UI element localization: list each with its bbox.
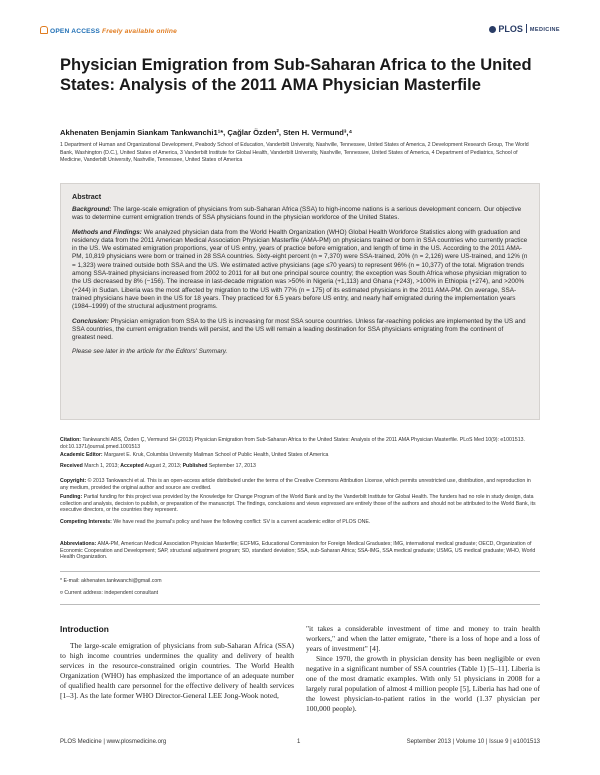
introduction-heading: Introduction	[60, 624, 109, 634]
divider	[60, 571, 540, 572]
open-lock-icon	[40, 26, 48, 34]
plos-logo-icon	[489, 26, 496, 33]
intro-column-right	[306, 624, 540, 714]
journal-header	[40, 24, 560, 40]
plos-medicine-logo: PLOS MEDICINE	[489, 24, 560, 34]
citation-block: Citation: Tankwanchi ABS, Özden Ç, Vermund SH (2013) Physician Emigration from Sub-Saharan Africa to the United States: Analysis of the 2011 AMA Physician Masterfile. PLoS Med 10(9): e1001513. doi:10.1371/journal.pmed.1001513	[60, 437, 525, 450]
article-title: Physician Emigration from Sub-Saharan Africa to the United States: Analysis of the 2011 AMA Physician Masterfile	[60, 56, 532, 94]
corresponding-email: * E-mail: akhenaten.tankwanchi@gmail.com	[60, 578, 162, 584]
abstract-methods: Methods and Findings: We analyzed physician data from the World Health Organization (WHO) Global Health Workforce Statistics along with graduation and residency data from the 2011 American Medical Association Physician Masterfile (AMA-PM) on physicians trained or born in SSA countries who currently practice in the US. We estimated emigration proportions, year of US entry, years of practice before emigration, and length of time in the US. According to the 2011 AMA-PM, 10,819 physicians were born or trained in 28 SSA countries. Sixty-eight percent (n = 7,370) were SSA-trained, 20% (n = 2,126) were US-trained, and 12% (n = 1,323) were trained outside both SSA and the US. We estimated active physicians (age ≤70 years) to represent 96% (n = 10,377) of the total. Migration trends among SSA-trained physicians increased from 2002 to 2011 for all but one principal source country; the exception was South Africa whose physician migration to the US decreased by 8% (−156). The increase in last-decade migration was >50% in Nigeria (+1,113) and Ghana (+243), >100% in Ethiopia (+274), and >200% (+244) in Sudan. Liberia was the most affected by migration to the US with 77% (n = 175) of its estimated physicians in the 2011 AMA-PM. On average, SSA-trained physicians have been in the US for 18 years. They practiced for 6.5 years before US entry, and nearly half emigrated during the implementation years (1984–1999) of the structural adjustment programs.	[72, 228, 528, 311]
copyright-block: Copyright: © 2013 Tankwanchi et al. This is an open-access article distributed under the terms of the Creative Commons Attribution License, which permits unrestricted use, distribution, and reproduction in any medium, provided the original author and source are credited.	[60, 478, 531, 491]
open-access-badge: OPEN ACCESS Freely available online	[40, 26, 177, 35]
footer-issue: September 2013 | Volume 10 | Issue 9 | e1001513	[406, 739, 540, 745]
intro-paragraph: Since 1970, the growth in physician density has been negligible or even negative in a significant number of SSA countries (Table 1) [5–11]. Liberia is one of the most dramatic examples. With only 51 physicians in 2008 for a largely rural population of almost 4 million people [5], Liberia has had one of the lowest physician-to-patient ratios in the world (1.37 physician per 100,000 people).	[306, 654, 540, 713]
editors-summary-note: Please see later in the article for the Editors' Summary.	[72, 348, 228, 356]
abstract-box	[60, 183, 540, 420]
competing-interests: Competing Interests: We have read the journal's policy and have the following conflict: SV is a current academic editor of PLOS ONE.	[60, 519, 371, 525]
intro-paragraph: "it takes a considerable investment of time and money to train health workers," and when the latter emigrate, "there is a loss of hope and a loss of years of investment" [4].	[306, 624, 540, 653]
freely-available-label: Freely available online	[102, 28, 177, 35]
divider	[60, 604, 540, 605]
funding-block: Funding: Partial funding for this project was provided by the Knowledge for Change Program of the World Bank and by the Vanderbilt Institute for Global Health. The funders had no role in study design, data collection and analysis, decision to publish, or preparation of the manuscript. The findings, conclusions and views expressed are entirely those of the authors and should not be attributed to the World Bank, its executive directors, or the countries they represent.	[60, 494, 536, 514]
abstract-conclusion: Conclusion: Physician emigration from SSA to the US is increasing for most SSA source countries. Unless far-reaching policies are implemented by the US and SSA countries, the current emigration trends will persist, and the US will remain a leading destination for SSA physicians emigrating from the continent of greatest need.	[72, 317, 526, 342]
current-address: ¤ Current address: independent consultant	[60, 590, 159, 596]
abstract-heading: Abstract	[72, 192, 102, 201]
footer-journal: PLOS Medicine | www.plosmedicine.org	[60, 739, 167, 745]
abbreviations-block: Abbreviations: AMA-PM, American Medical Association Physician Masterfile; ECFMG, Educational Commission for Foreign Medical Graduates; IMG, international medical graduate; OECD, Organization of Economic Cooperation and Development; SAP, structural adjustment program; SD, standard deviation; SSA, sub-Saharan Africa; SSA-IMG, SSA medical graduate; USMG, US medical graduate; WHO, World Health Organization.	[60, 541, 536, 561]
abstract-background: Background: The large-scale emigration of physicians from sub-Saharan Africa (SSA) to high-income nations is a serious development concern. Our objective was to determine current emigration trends of SSA physicians found in the physician workforce of the United States.	[72, 206, 522, 222]
intro-column-left	[60, 641, 294, 701]
affiliations: 1 Department of Human and Organizational Development, Peabody School of Education, Vanderbilt University, Nashville, Tennessee, United States of America, 2 Development Research Group, The World Bank, Washington (D.C.), United States of America, 3 Vanderbilt Institute for Global Health, Vanderbilt University, Nashville, Tennessee, United States of America, 4 Department of Pediatrics, School of Medicine, Vanderbilt University, Nashville, Tennessee, United States of America	[60, 142, 529, 164]
page-number: 1	[297, 739, 301, 745]
academic-editor: Academic Editor: Margaret E. Kruk, Columbia University Mailman School of Public Health, United States of America	[60, 452, 329, 458]
intro-paragraph: The large-scale emigration of physicians from sub-Saharan Africa (SSA) to high income countries undermines the quality and delivery of health services in the resource-constrained origin countries. The World Health Organization (WHO) has emphasized the importance of an adequate number of qualified health care personnel for the effective delivery of health services [1–3]. As the late former WHO Director-General LEE Jong-Wook noted,	[60, 641, 294, 700]
author-list: Akhenaten Benjamin Siankam Tankwanchi1¹*, Çağlar Özden², Sten H. Vermund³,⁴	[60, 128, 353, 137]
dates-line: Received March 1, 2013; Accepted August 2, 2013; Published September 17, 2013	[60, 463, 256, 469]
